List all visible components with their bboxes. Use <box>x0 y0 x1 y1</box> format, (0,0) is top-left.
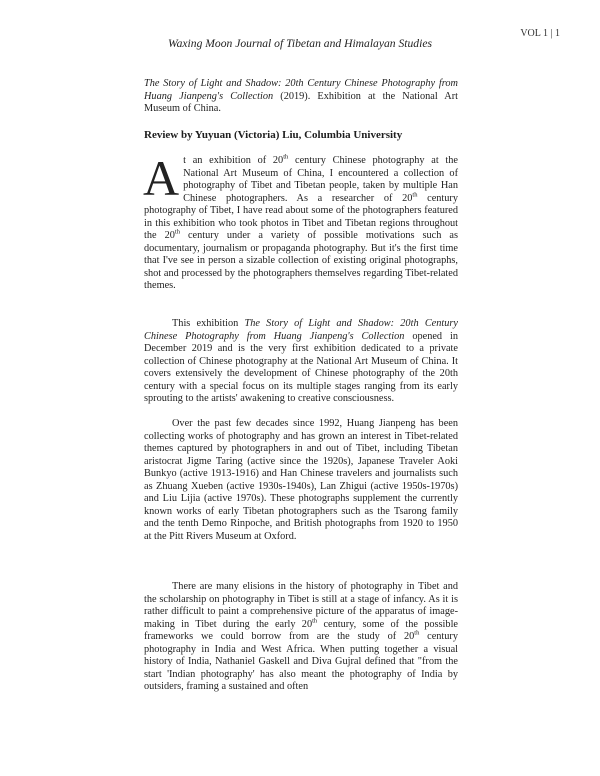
paragraph-2: This exhibition The Story of Light and Shadow: 20th Century Chinese Photography from Huang Jianpeng's Collection opened in December 2019 and is the very first exhibition dedicated to a private collection of Chinese photography at the National Art Museum of China. It covers extensively the development of Chinese photography of the 20th century with a special focus on its multiple stages ranging from its early sprouting to the artists' awakening to creative consciousness. <box>144 318 458 405</box>
paragraph-3: Over the past few decades since 1992, Huang Jianpeng has been collecting works of photography and has grown an interest in Tibet-related themes captured by photographers in and out of Tibet, including Tibetan aristocrat Jigme Taring (active since the 1920s), Japanese Traveler Aoki Bunkyo (active 1913-1916) and Han Chinese travelers and journalists such as Zhuang Xueben (active 1930s-1940s), Lan Zhigui (active 1950s-1970s) and Liu Lijia (active 1970s). These photographs supplement the currently known works of early Tibetan photographers such as the Tsarong family and the tenth Demo Rinpoche, and British photographs from 1920 to 1950 at the Pitt Rivers Museum at Oxford. <box>144 418 458 542</box>
reviewer-byline: Review by Yuyuan (Victoria) Liu, Columbia University <box>144 129 403 141</box>
volume-label: VOL 1 | 1 <box>520 28 560 39</box>
paragraph-4: There are many elisions in the history of photography in Tibet and the scholarship on photography in Tibet is still at a stage of infancy. As it is rather difficult to paint a comprehensive picture of the apparatus of image-making in Tibet during the early 20th century, some of the possible frameworks we could borrow from are the study of 20th century photography in India and West Africa. When putting together a visual history of India, Nathaniel Gaskell and Diva Gujral defined that "from the start 'Indian photography' has also meant the photography of India by outsiders, framing a sustained and often <box>144 581 458 693</box>
exhibition-title: The Story of Light and Shadow: 20th Century Chinese Photography from Huang Jianpeng's Collection <box>144 78 458 102</box>
paragraph-1: At an exhibition of 20th century Chinese photography at the National Art Museum of China, I encountered a collection of photography of Tibet and Tibetan people, taken by multiple Han Chinese photographers. As a researcher of 20th century photography of Tibet, I have read about some of the photographers featured in this exhibition who took photos in Tibet and Tibetan regions throughout the 20th century under a variety of possible motivations such as documentary, journalism or propaganda photography. But it's the first time that I've see in person a sizable collection of existing original photographs, shot and processed by the photographers themselves regarding Tibet-related themes. <box>143 150 458 292</box>
exhibition-title-inline: The Story of Light and Shadow: 20th Century Chinese Photography from Huang Jianpeng's Collection <box>144 318 458 342</box>
drop-cap: A <box>143 150 180 206</box>
citation <box>144 78 458 116</box>
journal-title: Waxing Moon Journal of Tibetan and Himalayan Studies <box>168 37 432 50</box>
citation-rest: (2019). Exhibition at the National Art Museum of China. <box>144 90 459 115</box>
